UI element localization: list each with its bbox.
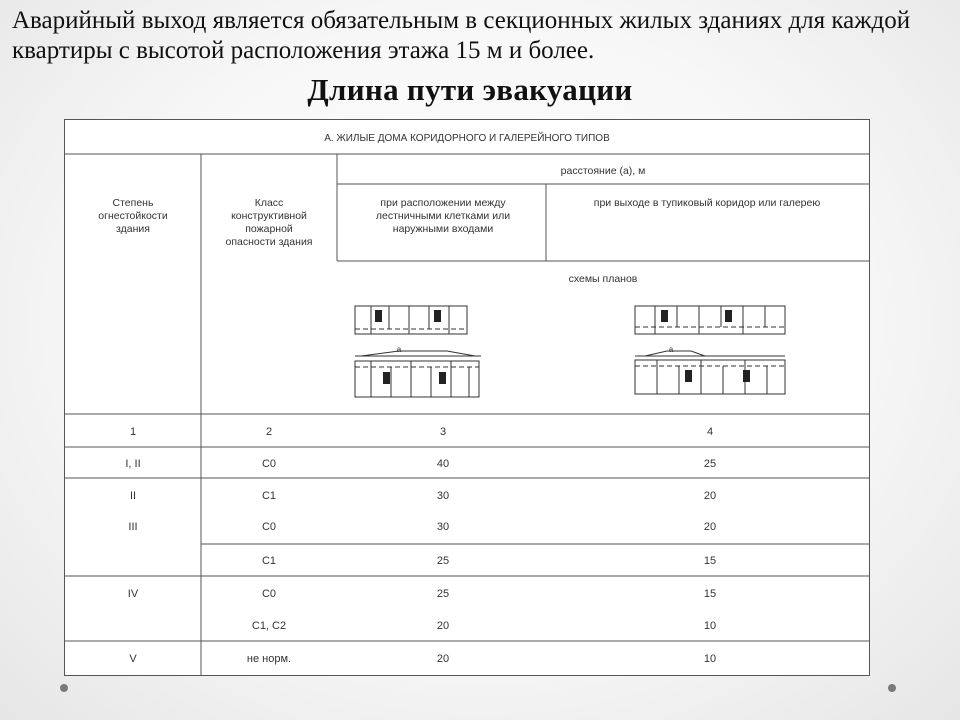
row1-class: С0 (261, 458, 277, 470)
row2-dist-between: 30 (436, 490, 450, 502)
row3-class: С0 (261, 521, 277, 533)
col3-header-line2: лестничными клетками или (375, 210, 511, 222)
schemes-label: схемы планов (568, 273, 638, 285)
slide-decoration-dot-left (60, 684, 68, 692)
col2-header-line3: пожарной (245, 223, 293, 235)
row2-class: С1 (261, 490, 277, 502)
row3-degree: III (128, 521, 138, 533)
table-drawing (65, 120, 869, 675)
row7-dist-deadend: 10 (703, 653, 717, 665)
slide-subtitle: Длина пути эвакуации (307, 72, 633, 107)
row4-dist-deadend: 15 (703, 555, 717, 567)
col1-header-line3: здания (116, 223, 150, 235)
table-title: А. ЖИЛЫЕ ДОМА КОРИДОРНОГО И ГАЛЕРЕЙНОГО ТИПОВ (324, 133, 610, 144)
col2-header-line4: опасности здания (225, 236, 313, 248)
plan-scheme-between-stairs (355, 306, 481, 397)
table-row-5 (128, 588, 716, 600)
row4-class: С1 (261, 555, 277, 567)
table-row-1 (125, 458, 716, 470)
col2-header-line2: конструктивной (231, 210, 307, 222)
col-number-2: 2 (265, 426, 273, 438)
table-row-7 (129, 653, 716, 665)
row5-dist-between: 25 (436, 588, 450, 600)
col2-header-line1: Класс (254, 197, 284, 209)
row1-dist-between: 40 (436, 458, 450, 470)
row1-degree: I, II (125, 458, 141, 470)
table-row-4 (262, 555, 716, 567)
col-number-3: 3 (439, 426, 447, 438)
plan-scheme-dead-end (635, 306, 785, 394)
col3-header-line1: при расположении между (380, 197, 506, 209)
col1-header-line2: огнестойкости (98, 210, 168, 222)
row5-class: С0 (261, 588, 277, 600)
row7-dist-between: 20 (436, 653, 450, 665)
plan-left-marker: а (396, 345, 402, 354)
row1-dist-deadend: 25 (703, 458, 717, 470)
row7-degree: V (129, 653, 137, 665)
table-row-2 (130, 490, 716, 502)
row3-dist-deadend: 20 (703, 521, 717, 533)
row5-degree: IV (127, 588, 139, 600)
row5-dist-deadend: 15 (703, 588, 717, 600)
row7-class: не норм. (246, 653, 292, 665)
evacuation-distance-table (64, 119, 870, 676)
table-row-6 (252, 620, 716, 632)
row3-dist-between: 30 (436, 521, 450, 533)
col-number-4: 4 (706, 426, 714, 438)
col1-header-line1: Степень (112, 197, 154, 209)
row2-degree: II (129, 490, 137, 502)
col4-header: при выходе в тупиковый коридор или галерею (593, 197, 821, 209)
row2-dist-deadend: 20 (703, 490, 717, 502)
row6-dist-deadend: 10 (703, 620, 717, 632)
plan-right-marker: а (668, 345, 674, 354)
distance-header: расстояние (а), м (560, 165, 646, 177)
row6-dist-between: 20 (436, 620, 450, 632)
table-row-3 (128, 521, 716, 533)
slide-decoration-dot-right (888, 684, 896, 692)
row6-class: С1, С2 (251, 620, 287, 632)
row4-dist-between: 25 (436, 555, 450, 567)
col-number-1: 1 (129, 426, 137, 438)
col3-header-line3: наружными входами (392, 223, 494, 235)
intro-text: Аварийный выход является обязательным в секционных жилых зданиях для каждой квартиры с высотой расположения этажа 15 м и более. (12, 7, 911, 64)
